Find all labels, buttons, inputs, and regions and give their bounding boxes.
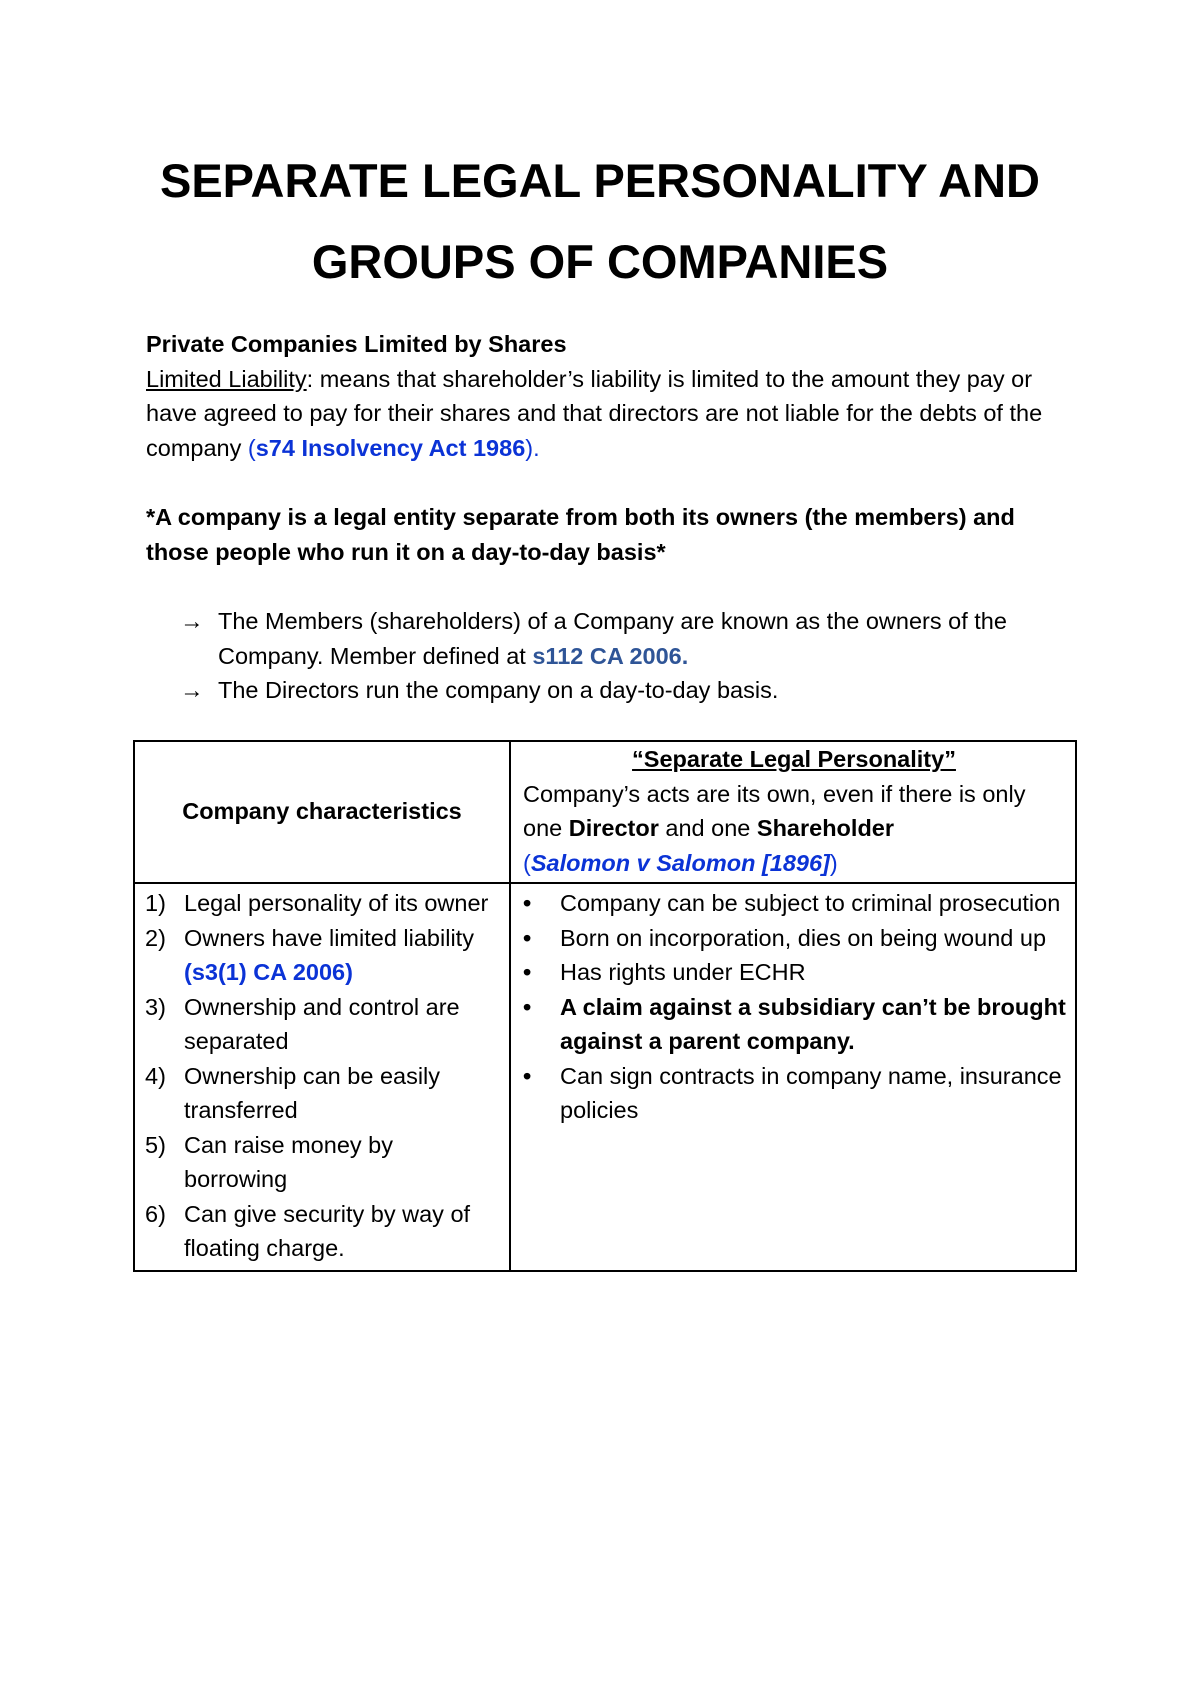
case-paren-close: )	[829, 849, 838, 876]
list-marker: 4)	[145, 1062, 166, 1089]
characteristic-text: Ownership and control are separated	[184, 993, 460, 1054]
characteristic-text: Can give security by way of floating charge.	[184, 1200, 471, 1261]
list-item	[145, 1128, 501, 1197]
list-item	[523, 1059, 1067, 1128]
page-title-line-2: GROUPS OF COMPANIES	[311, 235, 889, 288]
feature-text: Can sign contracts in company name, insurance policies	[560, 1062, 1062, 1123]
features-list	[511, 884, 1075, 1132]
characteristics-list	[135, 884, 509, 1270]
bullet-icon: •	[523, 1062, 532, 1089]
arrow-icon: →	[180, 677, 204, 703]
bullet-icon: •	[523, 890, 532, 916]
table-body-row	[134, 883, 1076, 1271]
list-item	[146, 673, 1076, 708]
feature-text: Company can be subject to criminal prosecution	[560, 890, 1061, 916]
left-header-cell	[134, 741, 510, 883]
insolvency-act-citation: s74 Insolvency Act 1986	[255, 434, 526, 461]
citation-paren-close: ).	[525, 434, 540, 461]
director-term: Director	[568, 815, 659, 841]
characteristic-text: Can raise money by borrowing	[184, 1131, 393, 1192]
section-heading: Private Companies Limited by Shares	[146, 331, 567, 357]
feature-text: Has rights under ECHR	[560, 959, 806, 985]
list-marker: 1)	[145, 890, 166, 916]
intro-section	[146, 327, 1076, 465]
arrow-icon: →	[180, 608, 204, 634]
list-marker: 6)	[145, 1200, 166, 1227]
list-item	[145, 1059, 501, 1128]
list-marker: 3)	[145, 993, 166, 1020]
citation-paren-open: (	[247, 434, 256, 461]
salomon-citation-line	[523, 846, 1065, 881]
points-list	[146, 604, 1076, 708]
table-header-row	[134, 741, 1076, 883]
list-item	[523, 886, 1067, 921]
bullet-icon: •	[523, 993, 532, 1020]
feature-text: A claim against a subsidiary can’t be brought against a parent company.	[560, 993, 1066, 1054]
salomon-summary	[523, 777, 1065, 846]
bullet-icon: •	[523, 959, 532, 985]
list-item	[145, 1197, 501, 1266]
list-item	[523, 990, 1067, 1059]
list-item	[523, 955, 1067, 990]
list-item	[145, 990, 501, 1059]
characteristic-text: Owners have limited liability	[184, 924, 474, 951]
limited-liability-term: Limited Liability	[146, 365, 307, 392]
right-header-cell	[510, 741, 1076, 883]
separate-legal-personality-header: “Separate Legal Personality”	[632, 746, 956, 772]
features-cell	[510, 883, 1076, 1271]
page-title-line-1: SEPARATE LEGAL PERSONALITY AND	[159, 154, 1041, 207]
directors-point-text: The Directors run the company on a day-to-day basis.	[218, 677, 779, 703]
members-point-text: The Members (shareholders) of a Company are known as the owners of the Company. Member defined at	[218, 608, 1007, 669]
characteristic-text: Legal personality of its owner	[184, 890, 489, 916]
summary-text-mid: and one	[658, 815, 757, 841]
list-marker: 2)	[145, 924, 166, 951]
limited-liability-definition: : means that shareholder’s liability is limited to the amount they pay or have agreed to pay for their shares and that directors are not liable for the debts of the company	[146, 365, 1043, 461]
list-item	[145, 886, 501, 921]
case-paren-open: (	[523, 849, 531, 876]
company-characteristics-header: Company characteristics	[182, 798, 462, 825]
list-item	[523, 921, 1067, 956]
characteristics-cell	[134, 883, 510, 1271]
list-item	[146, 604, 1076, 673]
limited-liability-paragraph	[146, 362, 1076, 466]
companies-act-citation: s112 CA 2006.	[532, 642, 689, 669]
shareholder-term: Shareholder	[756, 815, 895, 841]
characteristics-table	[133, 740, 1077, 1272]
key-statement: *A company is a legal entity separate from both its owners (the members) and those people who run it on a day-to-day basis*	[146, 504, 1015, 565]
summary-text: Company’s acts are its own, even if there is only one	[523, 780, 1026, 841]
list-item	[145, 921, 501, 990]
salomon-case-citation: Salomon v Salomon [1896]	[530, 849, 830, 876]
characteristic-text: Ownership can be easily transferred	[184, 1062, 441, 1123]
feature-text: Born on incorporation, dies on being wound up	[560, 924, 1047, 951]
bullet-icon: •	[523, 924, 532, 951]
list-marker: 5)	[145, 1131, 166, 1158]
s3-ca-2006-citation: (s3(1) CA 2006)	[184, 959, 353, 985]
